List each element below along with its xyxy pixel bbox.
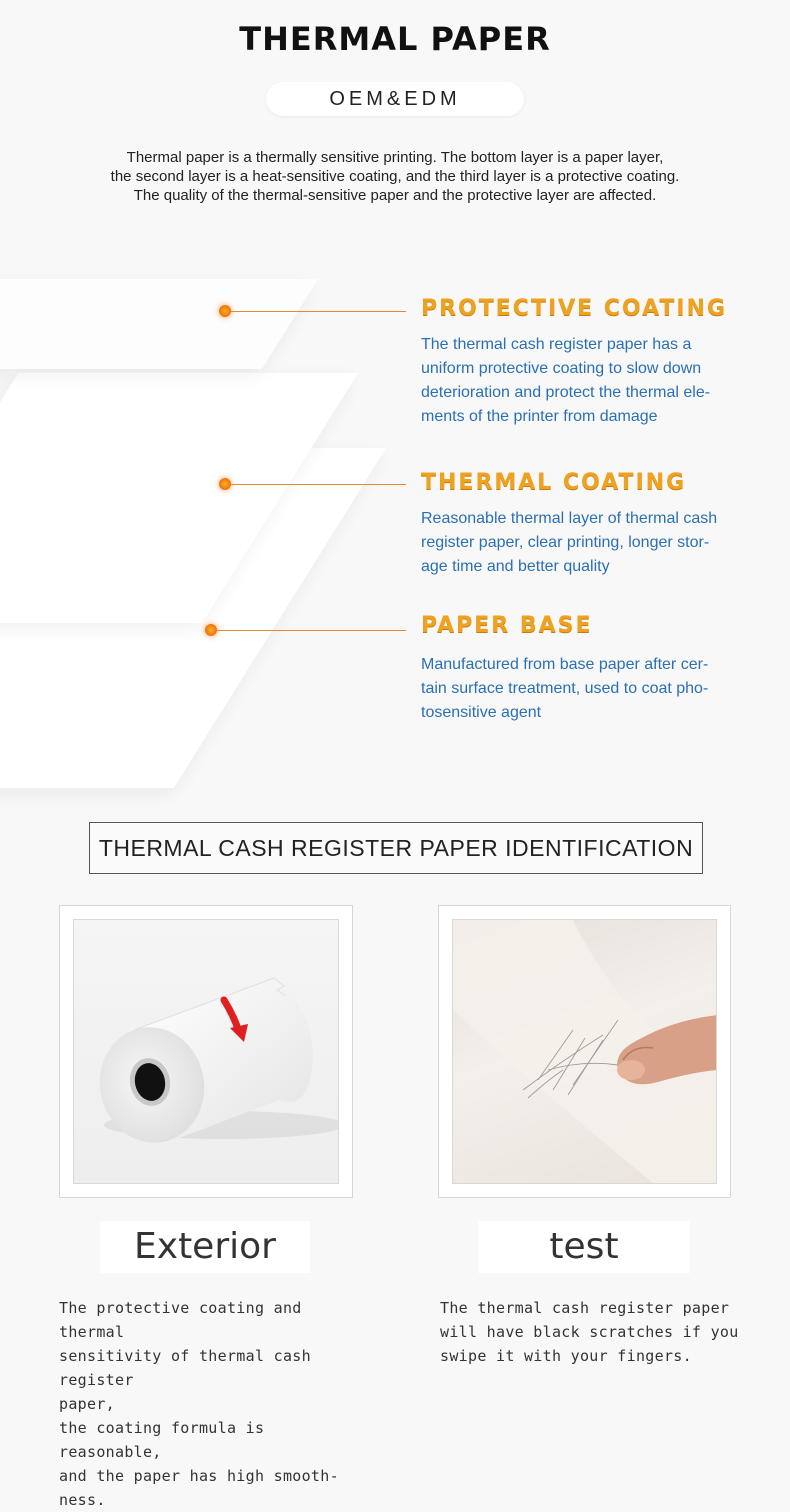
description-line: age time and better quality	[421, 558, 610, 575]
description-line: uniform protective coating to slow down	[421, 360, 702, 377]
description-line: register paper, clear printing, longer stor-	[421, 534, 710, 551]
exterior-description: The protective coating and thermal sensitivity of thermal cash register paper, the coating formula is reasonable, and the paper has high smooth- ness.	[59, 1299, 339, 1509]
test-label: test	[478, 1221, 690, 1273]
paper-base-leader-line	[217, 630, 406, 631]
thermal-coating-description	[421, 507, 751, 579]
subtitle-badge: OEM&EDM	[266, 82, 524, 116]
test-photo-frame	[438, 905, 731, 1198]
protective-coating-marker-icon	[219, 305, 231, 317]
exterior-photo-frame	[59, 905, 353, 1198]
identification-heading: THERMAL CASH REGISTER PAPER IDENTIFICATION	[89, 822, 703, 874]
paper-base-marker-icon	[205, 624, 217, 636]
scratch-test-icon	[453, 920, 717, 1183]
description-line: Manufactured from base paper after cer-	[421, 656, 709, 673]
protective-coating-sheet	[0, 279, 318, 369]
thermal-coating-marker-icon	[219, 478, 231, 490]
scratch-test-image	[452, 919, 717, 1184]
thermal-coating-title: THERMAL COATING	[421, 470, 687, 495]
test-description: The thermal cash register paper will have black scratches if you swipe it with your fingers.	[440, 1299, 739, 1365]
description-line: tain surface treatment, used to coat pho-	[421, 680, 709, 697]
page-title: THERMAL PAPER	[239, 20, 551, 58]
intro-line: Thermal paper is a thermally sensitive printing. The bottom layer is a paper layer,	[126, 149, 664, 166]
description-line: The thermal cash register paper has a	[421, 336, 692, 353]
protective-coating-title: PROTECTIVE COATING	[421, 296, 728, 321]
paper-layers-illustration	[0, 255, 400, 815]
intro-paragraph	[40, 148, 750, 205]
paper-base-title: PAPER BASE	[421, 613, 593, 638]
description-line: Reasonable thermal layer of thermal cash	[421, 510, 718, 527]
thermal-coating-leader-line	[231, 484, 406, 485]
exterior-label: Exterior	[100, 1221, 310, 1273]
paper-roll-image	[73, 919, 339, 1184]
description-line: tosensitive agent	[421, 704, 542, 721]
protective-coating-description	[421, 333, 751, 429]
paper-roll-icon	[74, 920, 338, 1183]
intro-line: The quality of the thermal-sensitive paper and the protective layer are affected.	[133, 187, 657, 204]
description-line: deterioration and protect the thermal ele-	[421, 384, 711, 401]
intro-line: the second layer is a heat-sensitive coating, and the third layer is a protective coating.	[110, 168, 680, 185]
protective-coating-leader-line	[231, 311, 406, 312]
description-line: ments of the printer from damage	[421, 408, 658, 425]
paper-base-description	[421, 653, 751, 725]
